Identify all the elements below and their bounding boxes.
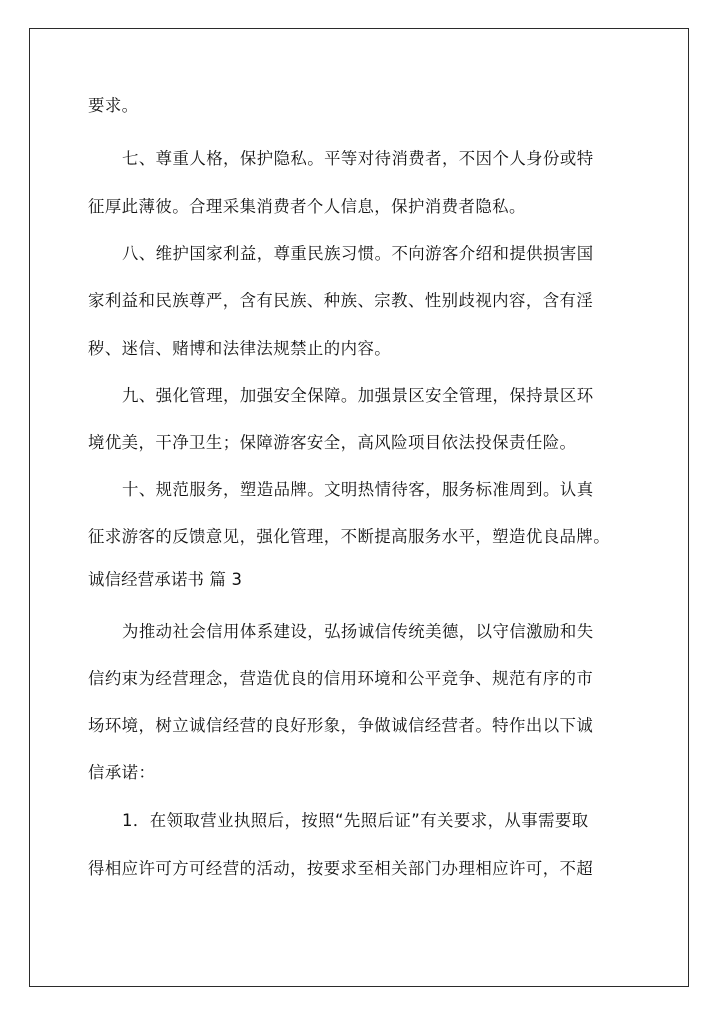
numbered-item-1: 1．在领取营业执照后，按照“先照后证”有关要求，从事需要取 — [122, 811, 589, 830]
text-line-1: 要求。 — [88, 96, 139, 115]
text-line-17: 得相应许可方可经营的活动，按要求至相关部门办理相应许可，不超 — [88, 859, 594, 878]
paragraph-9: 九、强化管理，加强安全保障。加强景区安全管理，保持景区环 — [122, 386, 594, 405]
text-line-3: 征厚此薄彼。合理采集消费者个人信息，保护消费者隐私。 — [88, 197, 526, 216]
paragraph-intro: 为推动社会信用体系建设，弘扬诚信传统美德，以守信激励和失 — [122, 622, 594, 641]
page-border — [29, 28, 689, 987]
paragraph-7: 七、尊重人格，保护隐私。平等对待消费者，不因个人身份或特 — [122, 149, 594, 168]
text-line-5: 家利益和民族尊严，含有民族、种族、宗教、性别歧视内容，含有淫 — [88, 291, 594, 310]
text-line-15: 信承诺： — [88, 763, 156, 782]
text-line-13: 信约束为经营理念，营造优良的信用环境和公平竞争、规范有序的市 — [88, 669, 594, 688]
paragraph-8: 八、维护国家利益，尊重民族习惯。不向游客介绍和提供损害国 — [122, 244, 594, 263]
paragraph-10: 十、规范服务，塑造品牌。文明热情待客，服务标准周到。认真 — [122, 480, 594, 499]
text-line-10: 征求游客的反馈意见，强化管理，不断提高服务水平，塑造优良品牌。 — [88, 527, 611, 546]
section-heading: 诚信经营承诺书 篇 3 — [88, 570, 243, 589]
text-line-8: 境优美，干净卫生；保障游客安全，高风险项目依法投保责任险。 — [88, 433, 577, 452]
text-line-14: 场环境，树立诚信经营的良好形象，争做诚信经营者。特作出以下诚 — [88, 716, 594, 735]
text-line-6: 秽、迷信、赌博和法律法规禁止的内容。 — [88, 339, 392, 358]
